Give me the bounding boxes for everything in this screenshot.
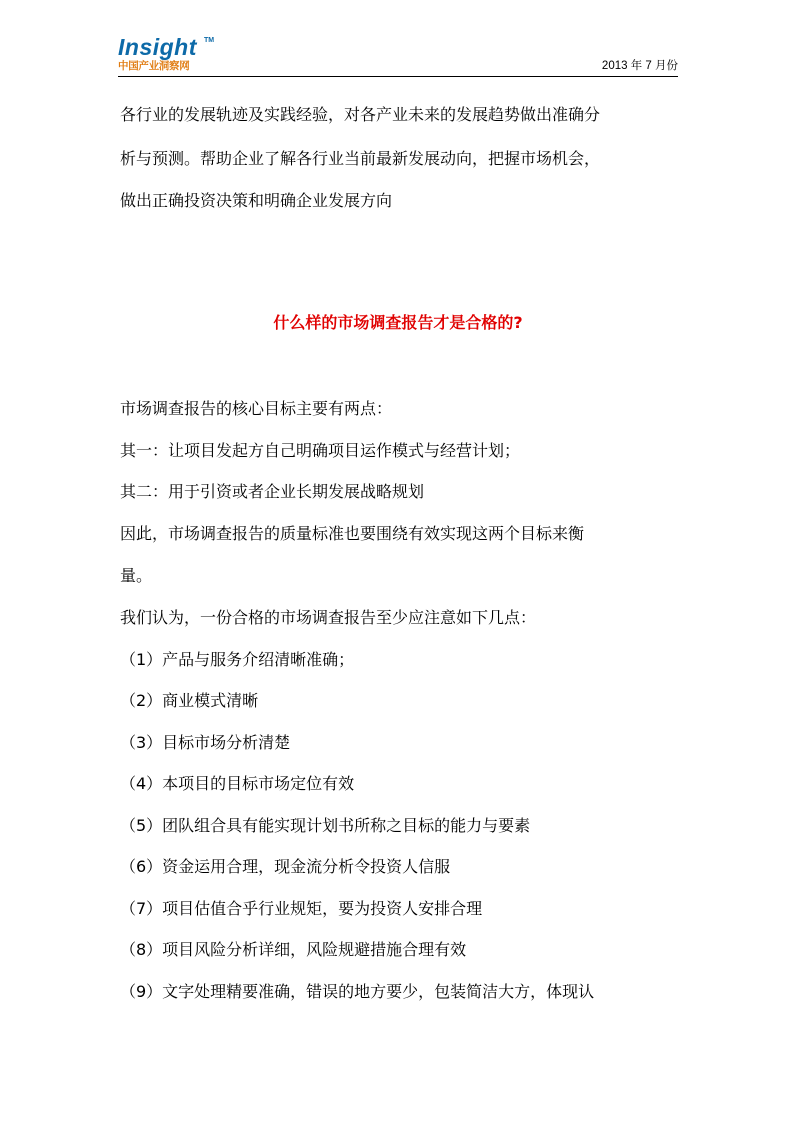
logo-subtitle: 中国产业洞察网 [118, 60, 190, 72]
list-item: （2）商业模式清晰 [120, 691, 259, 710]
page-header [118, 36, 678, 77]
paragraph: 我们认为，一份合格的市场调查报告至少应注意如下几点： [120, 608, 537, 627]
intro-line: 各行业的发展轨迹及实践经验，对各产业未来的发展趋势做出准确分 [120, 105, 601, 124]
paragraph: 量。 [120, 566, 153, 585]
logo-text: Insight [118, 34, 197, 60]
list-item: （4）本项目的目标市场定位有效 [120, 774, 355, 793]
insight-logo [118, 34, 215, 72]
list-item: （6）资金运用合理，现金流分析令投资人信服 [120, 857, 451, 876]
list-item: （3）目标市场分析清楚 [120, 733, 291, 752]
paragraph: 其一：让项目发起方自己明确项目运作模式与经营计划； [120, 441, 521, 460]
header-date: 2013 年 7 月份 [601, 60, 678, 72]
logo-trademark: TM [204, 37, 215, 44]
paragraph: 因此，市场调查报告的质量标准也要围绕有效实现这两个目标来衡 [120, 524, 585, 543]
paragraph: 市场调查报告的核心目标主要有两点： [120, 399, 393, 418]
intro-line: 析与预测。帮助企业了解各行业当前最新发展动向，把握市场机会， [120, 149, 601, 168]
section-title: 什么样的市场调查报告才是合格的? [273, 313, 523, 332]
list-item: （1）产品与服务介绍清晰准确； [120, 650, 355, 669]
list-item: （9）文字处理精要准确，错误的地方要少，包装简洁大方，体现认 [120, 982, 595, 1001]
list-item: （7）项目估值合乎行业规矩，要为投资人安排合理 [120, 899, 483, 918]
list-item: （8）项目风险分析详细，风险规避措施合理有效 [120, 940, 467, 959]
intro-line: 做出正确投资决策和明确企业发展方向 [120, 191, 393, 210]
paragraph: 其二：用于引资或者企业长期发展战略规划 [120, 482, 425, 501]
list-item: （5）团队组合具有能实现计划书所称之目标的能力与要素 [120, 816, 531, 835]
